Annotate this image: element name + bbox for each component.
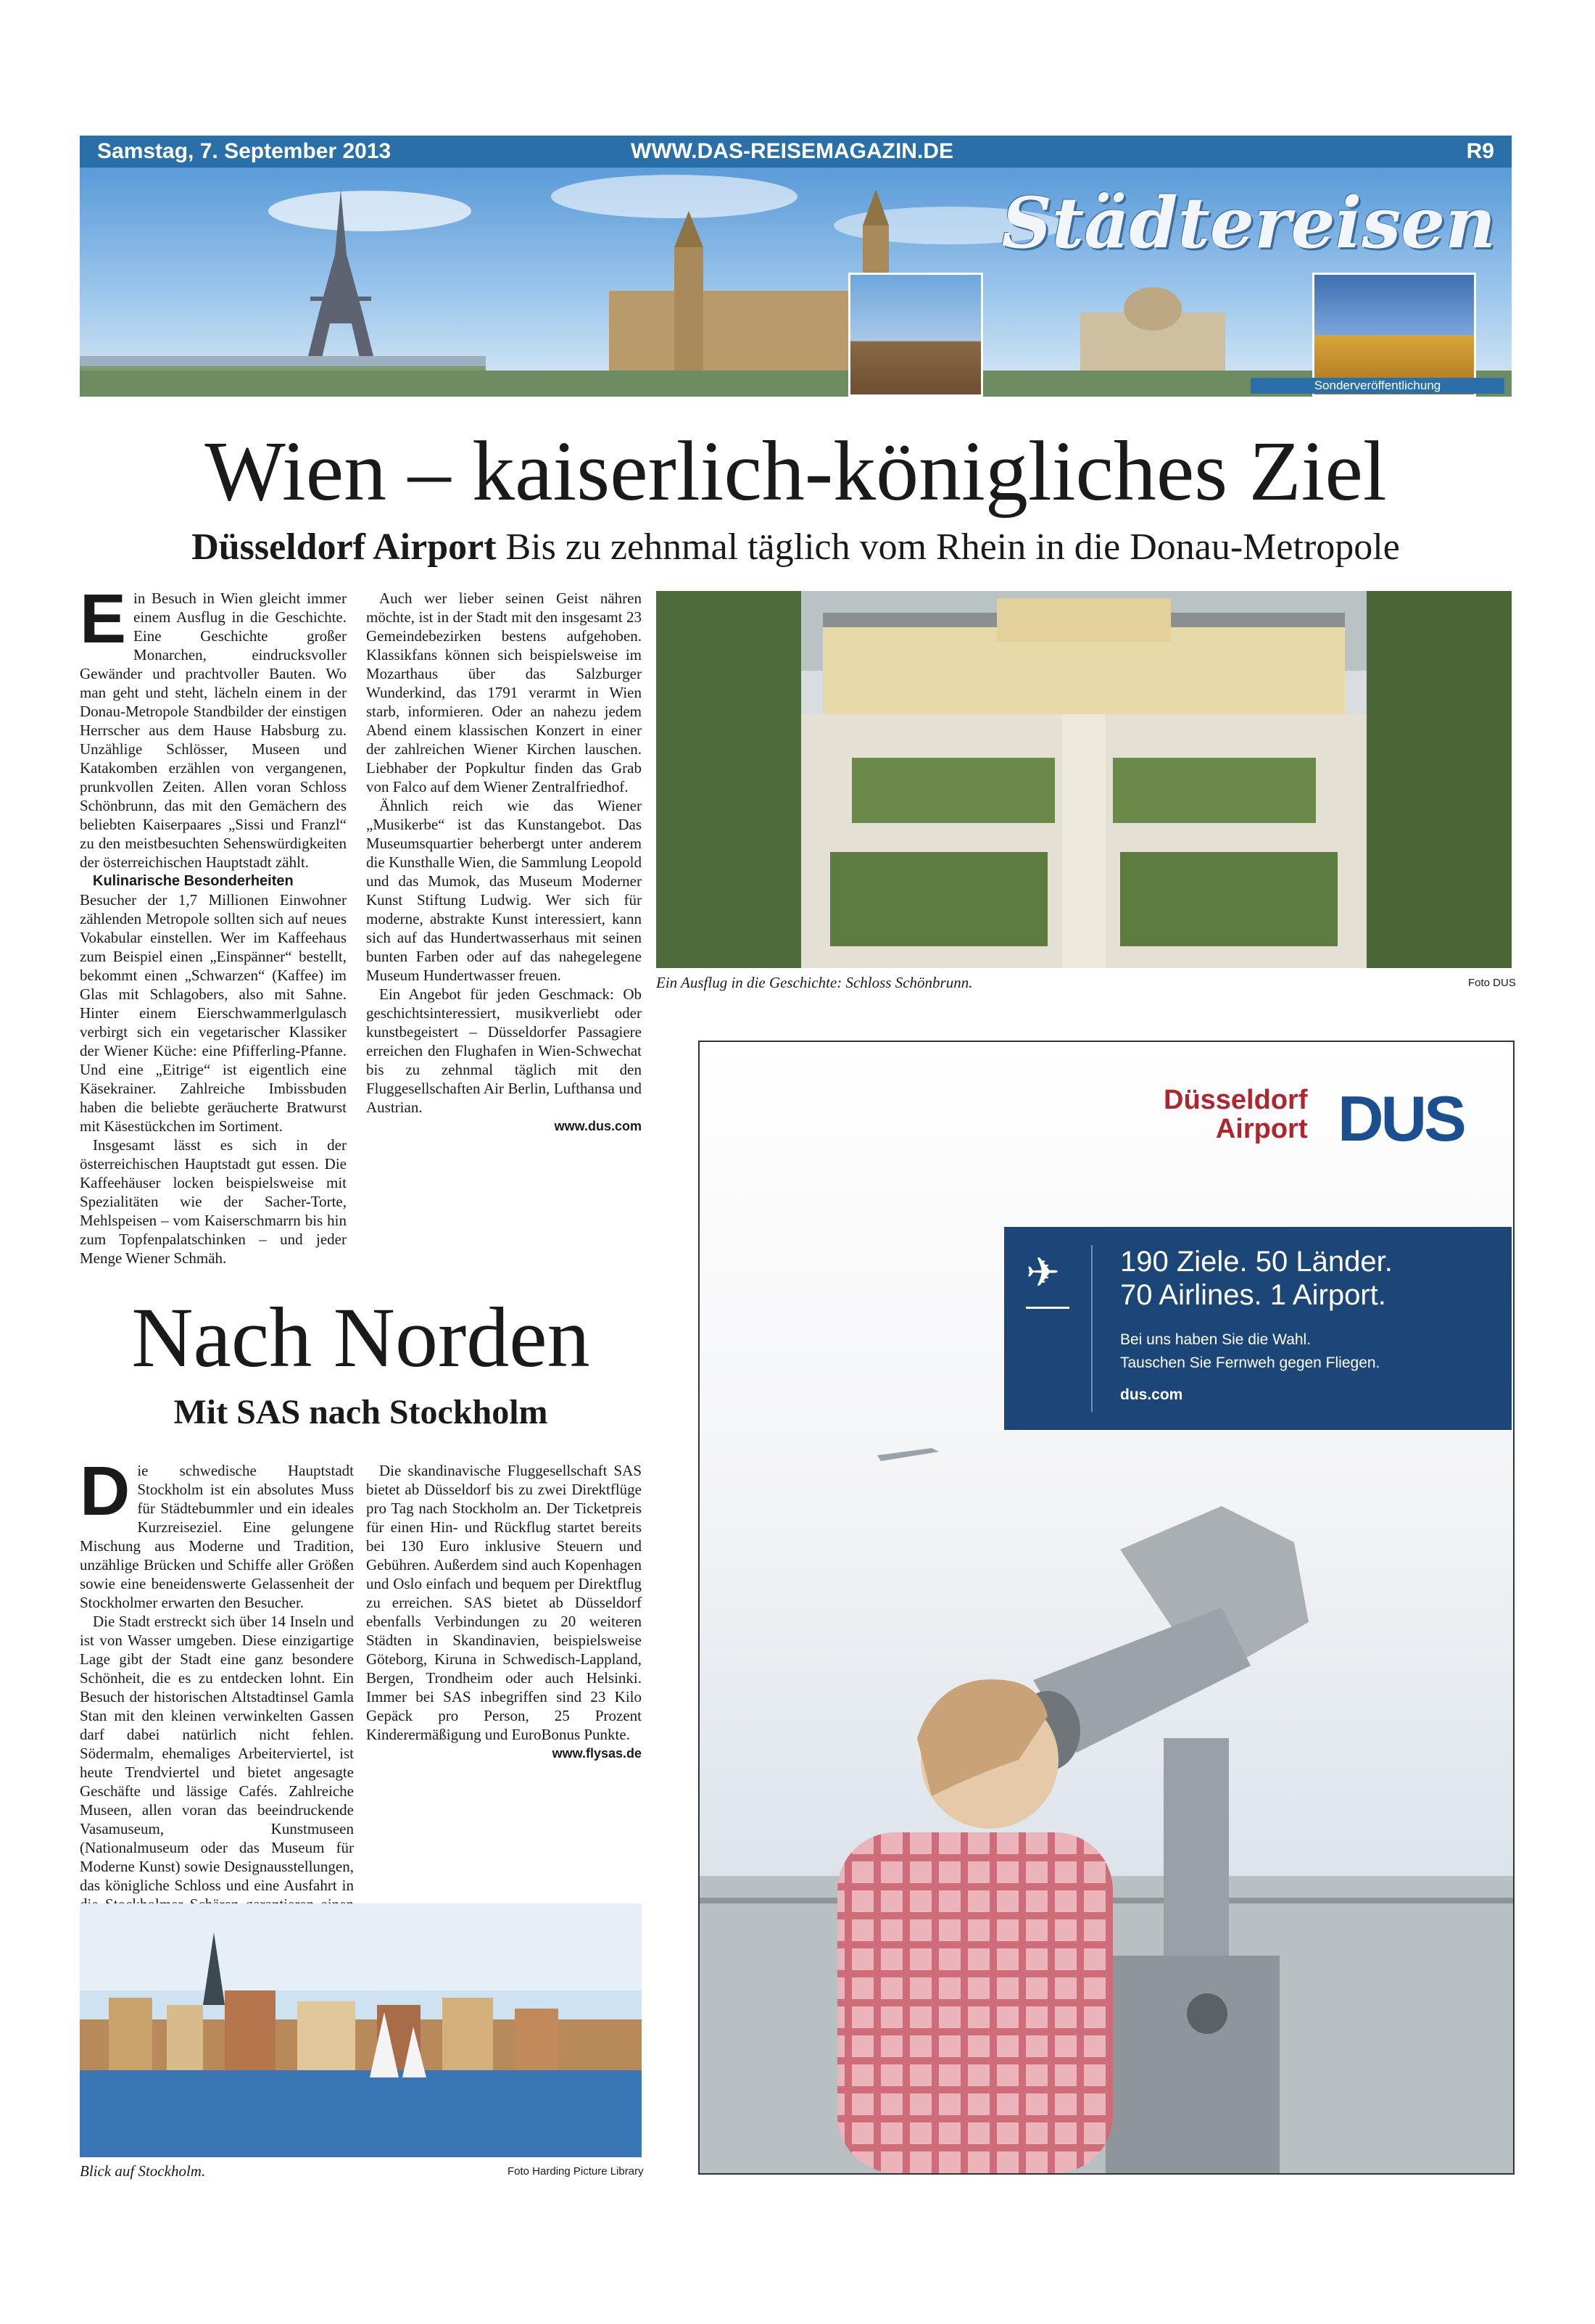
wien-paragraph-3: Insgesamt lässt es sich in der österreichischen Hauptstadt gut essen. Die Kaffeehäuser locken beispielsweise mit Spezialitäten wie der Sacher-Torte, Mehlspeisen – vom Kaiserschmarrn bis hin zum Topfenpalatschinken – und jeder Menge Wiener Schmäh. <box>80 1136 347 1267</box>
website-link[interactable]: WWW.DAS-REISEMAGAZIN.DE <box>631 139 953 163</box>
ad-link[interactable]: dus.com <box>1120 1386 1183 1403</box>
wien-url[interactable]: www.dus.com <box>554 1119 642 1133</box>
schoenbrunn-credit: Foto DUS <box>1468 977 1516 989</box>
ad-dash-divider <box>1026 1307 1069 1309</box>
dus-advertisement[interactable] <box>698 1041 1515 2175</box>
wien-paragraph-1-text: in Besuch in Wien gleicht immer einem Ausflug in die Geschichte. Eine Geschichte großer Monarchen, eindrucksvoller Gewänder und prachtvoller Bauten. Wo man geht und steht, lächeln einem in der Donau-Metropole Standbilder der einstigen Herrscher aus dem Hause Habsburg zu. Unzählige Schlösser, Museen und Katakomben erzählen von vergangenen, prunkvollen Zeiten. Allen voran Schloss Schönbrunn, das mit den Gemächern des beliebten Kaiserpaares „Sissi und Franzl“ zu den meistbesuchten Sehenswürdigkeiten der österreichischen Hauptstadt zählt. <box>80 590 347 871</box>
dus-logo-icon: DUS <box>1338 1083 1464 1154</box>
norden-dropcap: D <box>80 1452 130 1530</box>
wien-paragraph-1 <box>80 580 347 872</box>
top-bar <box>80 136 1512 168</box>
norden-paragraph-1-text: ie schwedische Hauptstadt Stockholm ist ein absolutes Muss für Städtebummler und ein ideales Kurzreiseziel. Eine gelungene Mischung aus Moderne und Tradition, unzählige Brücken und Schiffe aller Größen sowie eine beneidenswerte Gelassenheit der Stockholmer erwarten den Besucher. <box>80 1462 354 1611</box>
page-number: R9 <box>1466 139 1494 163</box>
ad-body <box>1120 1328 1380 1375</box>
ad-logo-wordmark <box>1164 1086 1307 1144</box>
ad-logo-line-1: Düsseldorf <box>1164 1085 1308 1115</box>
section-title: Städtereisen <box>1001 182 1496 264</box>
wien-subheadline <box>80 526 1512 568</box>
wien-paragraph-6: Ein Angebot für jeden Geschmack: Ob geschichtsinteressiert, musikverliebt oder kunstbegeistert – Düsseldorfer Passagiere erreichen den Flughafen in Wien-Schwechat bis zu zehnmal täglich mit den Fluggesellschaften Air Berlin, Lufthansa und Austrian. <box>366 985 642 1116</box>
norden-url[interactable]: www.flysas.de <box>552 1746 642 1761</box>
schoenbrunn-photo <box>656 591 1512 968</box>
ad-headline-line-1: 190 Ziele. 50 Länder. <box>1120 1246 1393 1278</box>
wien-paragraph-5: Ähnlich reich wie das Wiener „Musikerbe“ ist das Kunstangebot. Das Museumsquartier beherbergt unter anderem die Kunsthalle Wien, die Sammlung Leopold und das Mumok, das Museum Moderner Kunst Stiftung Ludwig. Wer sich für moderne, abstrakte Kunst interessiert, kann sich auf das Hundertwasserhaus mit seinen bunten Farben oder auf das nahegelegene Museum Hundertwasser freuen. <box>366 797 642 984</box>
ad-body-line-1: Bei uns haben Sie die Wahl. <box>1120 1331 1312 1348</box>
schoenbrunn-caption: Ein Ausflug in die Geschichte: Schloss Schönbrunn. <box>656 974 973 991</box>
wien-subline: Bis zu zehnmal täglich vom Rhein in die Donau-Metropole <box>505 526 1400 568</box>
stockholm-caption: Blick auf Stockholm. <box>80 2162 206 2180</box>
ad-body-line-2: Tauschen Sie Fernweh gegen Fliegen. <box>1120 1355 1380 1371</box>
stockholm-illustration <box>80 1903 642 2157</box>
ad-headline <box>1120 1245 1393 1312</box>
ad-logo-line-2: Airport <box>1215 1114 1308 1144</box>
issue-date: Samstag, 7. September 2013 <box>97 139 392 163</box>
norden-column-2 <box>366 1461 642 1889</box>
norden-paragraph-1 <box>80 1452 354 1612</box>
wien-subhead: Kulinarische Besonderheiten <box>93 873 294 889</box>
schoenbrunn-illustration <box>656 591 1512 968</box>
wien-paragraph-4: Auch wer lieber seinen Geist nähren möchte, ist in der Stadt mit den insgesamt 23 Gemeindebezirken bestens aufgehoben. Klassikfans können sich beispielsweise im Mozarthaus über das Salzburger Wunderkind, das 1791 verarmt in Wien starb, informieren. Oder an nahezu jedem Abend einem klassischen Konzert in einer der zahlreichen Wiener Kirchen lauschen. Liebhaber der Popkultur finden das Grab von Falco auf dem Wiener Zentralfriedhof. <box>366 590 642 795</box>
wien-kicker: Düsseldorf Airport <box>191 526 497 568</box>
norden-headline: Nach Norden <box>131 1290 590 1385</box>
wien-headline: Wien – kaiserlich-königliches Ziel <box>204 423 1387 518</box>
wien-paragraph-2: Besucher der 1,7 Millionen Einwohner zählenden Metropole sollten sich auf neues Vokabular einstellen. Wer im Kaffeehaus zum Beispiel einen „Einspänner“ bestellt, bekommt einen „Schwarzen“ (Kaffee) im Glas mit Schlagobers, also mit Sahne. Hinter einem Eierschwammerlgulasch verbirgt sich ein vegetarischer Klassiker der Wiener Küche: eine Pfifferling-Pfanne. Und eine „Eitrige“ ist eigentlich eine Käsekrainer. Zahlreiche Imbissbuden haben die beliebte geräucherte Bratwurst mit Käsestückchen im Sortiment. <box>80 891 347 1135</box>
section-banner <box>80 168 1512 397</box>
wien-column-2 <box>366 589 642 1278</box>
norden-column-1 <box>80 1452 354 1894</box>
stockholm-credit: Foto Harding Picture Library <box>508 2165 644 2178</box>
norden-subheadline: Mit SAS nach Stockholm <box>173 1393 548 1431</box>
norden-paragraph-3: Die skandinavische Fluggesellschaft SAS bietet ab Düsseldorf bis zu zwei Direktflüge pro Tag nach Stockholm an. Der Ticketpreis für einen Hin- und Rückflug startet bereits bei 130 Euro inklusive Steuern und Gebühren. Außerdem sind auch Kopenhagen und Oslo einfach und bequem per Direktflug zu erreichen. SAS bietet ab Düsseldorf ebenfalls Verbindungen zu 20 weiteren Städten in Skandinavien, beispielsweise Göteborg, Kiruna in Schwedisch-Lappland, Bergen, Trondheim oder auch Helsinki. Immer bei SAS inbegriffen sind 23 Kilo Gepäck pro Person, 25 Prozent Kinderermäßigung und EuroBonus Punkte. <box>366 1462 642 1743</box>
ad-vertical-divider <box>1091 1245 1093 1412</box>
ad-message-box <box>1004 1227 1512 1430</box>
ad-photo-illustration <box>700 1042 1513 2173</box>
wien-dropcap: E <box>80 580 127 658</box>
airplane-icon: ✈ <box>1026 1249 1060 1295</box>
stockholm-photo <box>80 1903 642 2157</box>
sponsored-label: Sonderveröffentlichung <box>1251 378 1504 394</box>
norden-paragraph-2: Die Stadt erstreckt sich über 14 Inseln und ist von Wasser umgeben. Diese einzigartige Lage gibt der Stadt eine ganz besondere Schönheit, die es zu entdecken lohnt. Ein Besuch der historischen Altstadtinsel Gamla Stan mit den kleinen verwinkelten Gassen darf dabei natürlich nicht fehlen. Södermalm, ehemaliges Arbeiterviertel, ist heute Trendviertel und bietet angesagte Geschäfte und lässige Cafés. Zahlreiche Museen, allen voran das beeindruckende Vasamuseum, Kunstmuseen (Nationalmuseum oder das Museum für Moderne Kunst) sowie Designausstellungen, das königliche Schloss und eine Ausfahrt in <box>80 1613 354 1894</box>
ad-headline-line-2: 70 Airlines. 1 Airport. <box>1120 1279 1386 1311</box>
banner-photo-munich <box>848 273 983 397</box>
wien-column-1 <box>80 580 347 1314</box>
